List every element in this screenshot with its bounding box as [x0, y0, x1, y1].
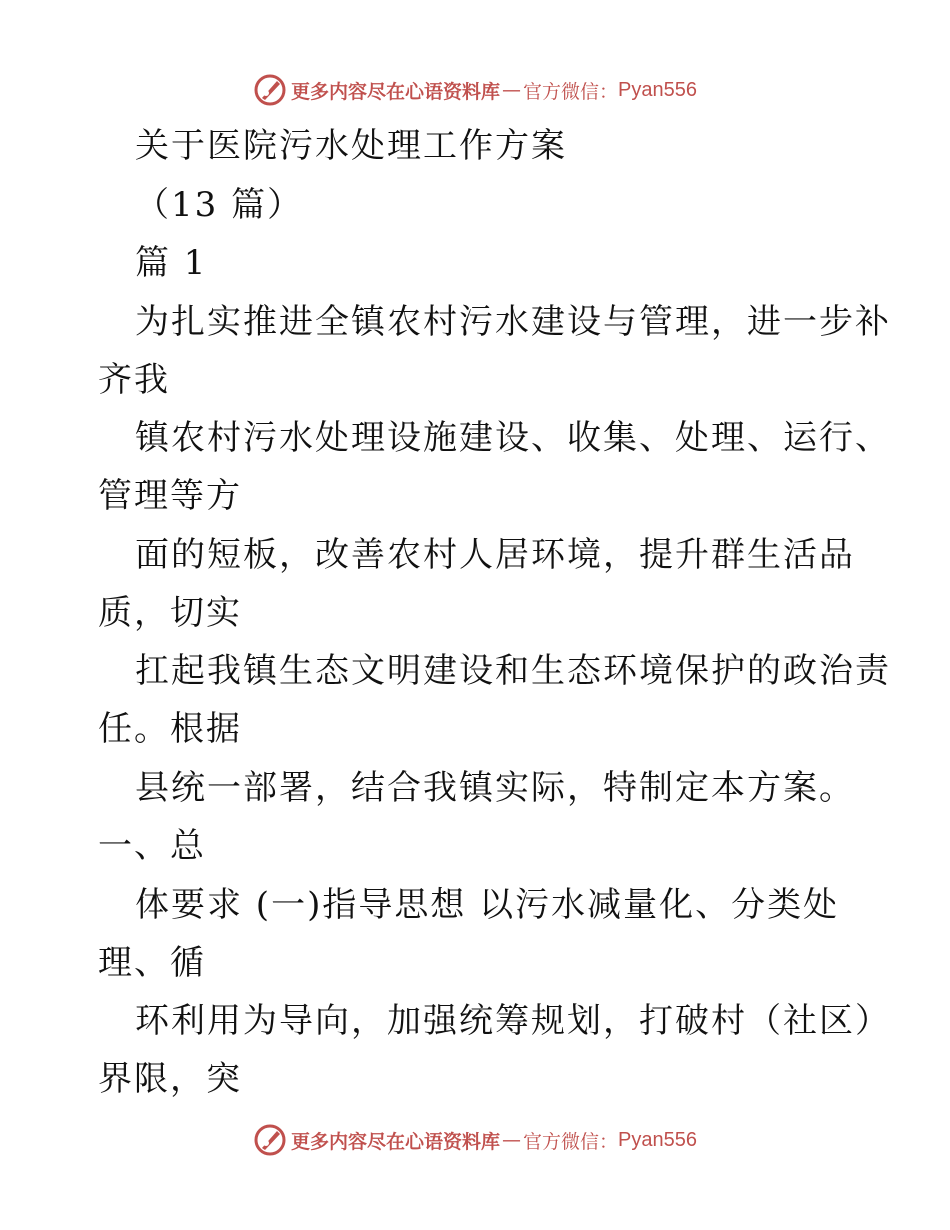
paragraph-line: 理、循	[98, 943, 206, 983]
paragraph-line: 齐我	[98, 360, 170, 400]
watermark-dash: —	[502, 79, 522, 101]
paragraph-line: 质，切实	[98, 593, 242, 633]
watermark-dash: —	[502, 1129, 522, 1151]
paragraph-line: 县统一部署，结合我镇实际，特制定本方案。	[135, 768, 855, 808]
section-heading: 篇 1	[135, 243, 208, 283]
paragraph-line: 管理等方	[98, 476, 242, 516]
paragraph-line: 界限，突	[98, 1059, 242, 1099]
paragraph-line: 镇农村污水处理设施建设、收集、处理、运行、	[135, 418, 891, 458]
paragraph-line: 任。根据	[98, 709, 242, 749]
quill-logo-icon	[253, 73, 287, 107]
paragraph-line: 一、总	[98, 826, 206, 866]
watermark-text: 更多内容尽在心语资料库	[291, 1130, 501, 1153]
paragraph-line: 扛起我镇生态文明建设和生态环境保护的政治责	[135, 651, 891, 691]
paragraph-line: 环利用为导向，加强统筹规划，打破村（社区）	[135, 1001, 891, 1041]
header-watermark	[0, 70, 950, 110]
watermark-wechat-label: 官方微信：	[523, 80, 619, 103]
watermark-wechat-label: 官方微信：	[523, 1130, 619, 1153]
quill-logo-icon	[253, 1123, 287, 1157]
document-title: 关于医院污水处理工作方案	[135, 126, 567, 166]
document-subtitle: （13 篇）	[135, 185, 304, 225]
paragraph-line: 体要求 (一)指导思想 以污水减量化、分类处	[135, 885, 840, 925]
watermark-wechat-id: Pyan556	[618, 1128, 697, 1151]
paragraph-line: 面的短板，改善农村人居环境，提升群生活品	[135, 535, 855, 575]
watermark-text: 更多内容尽在心语资料库	[291, 80, 501, 103]
paragraph-line: 为扎实推进全镇农村污水建设与管理，进一步补	[135, 302, 891, 342]
footer-watermark	[0, 1120, 950, 1160]
watermark-wechat-id: Pyan556	[618, 78, 697, 101]
